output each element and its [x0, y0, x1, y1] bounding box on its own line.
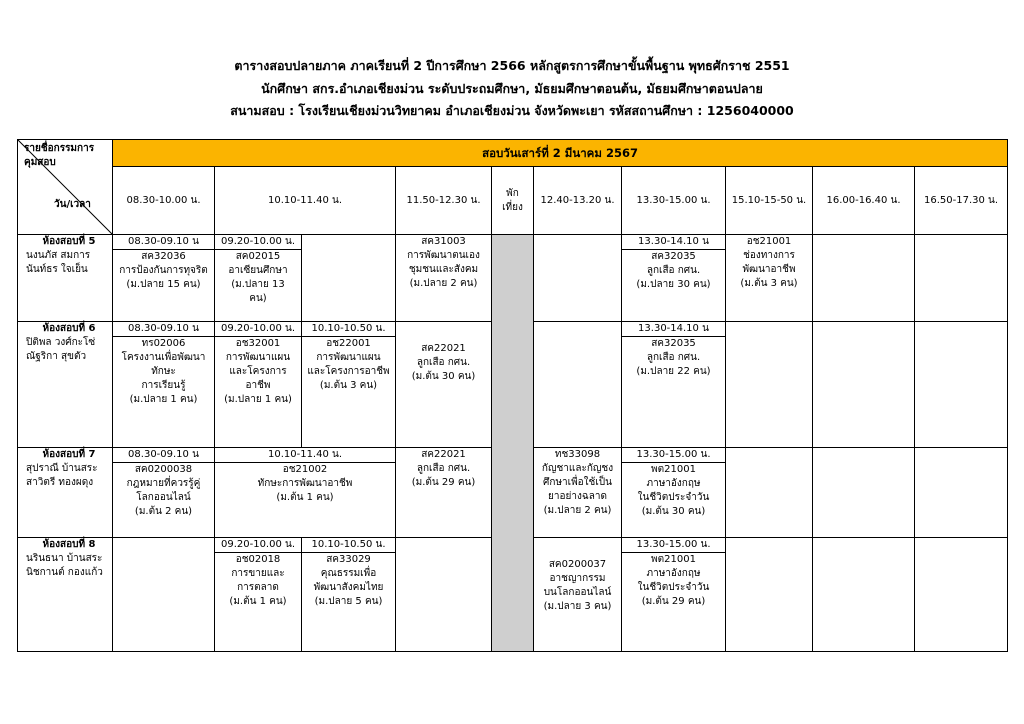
empty-cell: [915, 322, 1008, 448]
exam-schedule-table: [17, 139, 1008, 652]
exam-cell: 09.20-10.00 น. สค02015 อาเซียนศึกษา (ม.ปลาย 13 คน): [215, 235, 302, 322]
exam-cell: 10.10-10.50 น. สค33029 คุณธรรมเพื่อ พัฒนาสังคมไทย (ม.ปลาย 5 คน): [302, 538, 396, 652]
empty-cell: [726, 322, 813, 448]
empty-cell: [813, 448, 915, 538]
exam-cell: สค31003 การพัฒนาตนเอง ชุมชนและสังคม (ม.ปลาย 2 คน): [396, 235, 492, 322]
empty-cell: [534, 322, 622, 448]
exam-cell: 08.30-09.10 น สค0200038 กฎหมายที่ควรรู้คู่ โลกออนไลน์ (ม.ต้น 2 คน): [113, 448, 215, 538]
exam-cell: สค22021 ลูกเสือ กศน. (ม.ต้น 29 คน): [396, 448, 492, 538]
table-row: [18, 235, 1008, 322]
exam-cell: 13.30-15.00 น. พต21001 ภาษาอังกฤษ ในชีวิตประจำวัน (ม.ต้น 30 คน): [622, 448, 726, 538]
lunch-header: พัก เที่ยง: [492, 167, 534, 235]
corner-top-label-1: รายชื่อกรรมการ: [24, 143, 95, 154]
exam-cell: สค22021 ลูกเสือ กศน. (ม.ต้น 30 คน): [396, 322, 492, 448]
exam-cell: 08.30-09.10 น สค32036 การป้องกันการทุจริต (ม.ปลาย 15 คน): [113, 235, 215, 322]
exam-cell: 10.10-10.50 น. อช22001 การพัฒนาแผน และโครงการอาชีพ (ม.ต้น 3 คน): [302, 322, 396, 448]
empty-cell: [915, 235, 1008, 322]
date-header: สอบวันเสาร์ที่ 2 มีนาคม 2567: [113, 140, 1008, 167]
time-header: 10.10-11.40 น.: [215, 167, 396, 235]
time-header: 16.50-17.30 น.: [915, 167, 1008, 235]
exam-cell: 10.10-11.40 น. อช21002 ทักษะการพัฒนาอาชีพ (ม.ต้น 1 คน): [215, 448, 396, 538]
corner-bottom-label: วัน/เวลา: [54, 199, 91, 210]
time-header: 11.50-12.30 น.: [396, 167, 492, 235]
empty-cell: [302, 235, 396, 322]
empty-cell: [813, 322, 915, 448]
room-cell: ห้องสอบที่ 5 นงนภัส สมการ นันท์ธร ใจเย็น: [18, 235, 113, 322]
empty-cell: [534, 235, 622, 322]
time-header: 16.00-16.40 น.: [813, 167, 915, 235]
corner-header-cell: [18, 140, 113, 235]
room-cell: ห้องสอบที่ 6 ปิติพล วงศ์กะโซ่ ณัฐริกา สุขตัว: [18, 322, 113, 448]
time-header: 08.30-10.00 น.: [113, 167, 215, 235]
room-cell: ห้องสอบที่ 7 สุปราณี บ้านสระ สาวิตรี ทองผดุง: [18, 448, 113, 538]
room-cell: ห้องสอบที่ 8 นรินธนา บ้านสระ นิชกานต์ กองแก้ว: [18, 538, 113, 652]
corner-top-label-2: คุมสอบ: [24, 157, 56, 168]
exam-cell: อช21001 ช่องทางการ พัฒนาอาชีพ (ม.ต้น 3 คน): [726, 235, 813, 322]
empty-cell: [113, 538, 215, 652]
exam-cell: 13.30-15.00 น. พต21001 ภาษาอังกฤษ ในชีวิตประจำวัน (ม.ต้น 29 คน): [622, 538, 726, 652]
empty-cell: [813, 538, 915, 652]
exam-cell: ทช33098 กัญชาและกัญชง ศึกษาเพื่อใช้เป็น ยาอย่างฉลาด (ม.ปลาย 2 คน): [534, 448, 622, 538]
empty-cell: [813, 235, 915, 322]
time-header: 13.30-15.00 น.: [622, 167, 726, 235]
title-line-3: สนามสอบ : โรงเรียนเชียงม่วนวิทยาคม อำเภอเชียงม่วน จังหวัดพะเยา รหัสสถานศึกษา : 1256040000: [230, 103, 794, 118]
time-header: 15.10-15-50 น.: [726, 167, 813, 235]
title-line-2: นักศึกษา สกร.อำเภอเชียงม่วน ระดับประถมศึกษา, มัธยมศึกษาตอนต้น, มัธยมศึกษาตอนปลาย: [261, 81, 763, 96]
exam-cell: 08.30-09.10 น ทร02006 โครงงานเพื่อพัฒนา ทักษะ การเรียนรู้ (ม.ปลาย 1 คน): [113, 322, 215, 448]
exam-cell: 09.20-10.00 น. อช02018 การขายและ การตลาด (ม.ต้น 1 คน): [215, 538, 302, 652]
empty-cell: [726, 538, 813, 652]
time-header: 12.40-13.20 น.: [534, 167, 622, 235]
lunch-break-cell: [492, 235, 534, 652]
empty-cell: [726, 448, 813, 538]
empty-cell: [915, 448, 1008, 538]
exam-cell: 09.20-10.00 น. อช32001 การพัฒนาแผน และโครงการ อาชีพ (ม.ปลาย 1 คน): [215, 322, 302, 448]
exam-cell: 13.30-14.10 น สค32035 ลูกเสือ กศน. (ม.ปลาย 22 คน): [622, 322, 726, 448]
empty-cell: [915, 538, 1008, 652]
empty-cell: [396, 538, 492, 652]
exam-cell: 13.30-14.10 น สค32035 ลูกเสือ กศน. (ม.ปลาย 30 คน): [622, 235, 726, 322]
title-line-1: ตารางสอบปลายภาค ภาคเรียนที่ 2 ปีการศึกษา 2566 หลักสูตรการศึกษาขั้นพื้นฐาน พุทธศักราช 2551: [234, 58, 790, 73]
exam-cell: สค0200037 อาชญากรรม บนโลกออนไลน์ (ม.ปลาย 3 คน): [534, 538, 622, 652]
